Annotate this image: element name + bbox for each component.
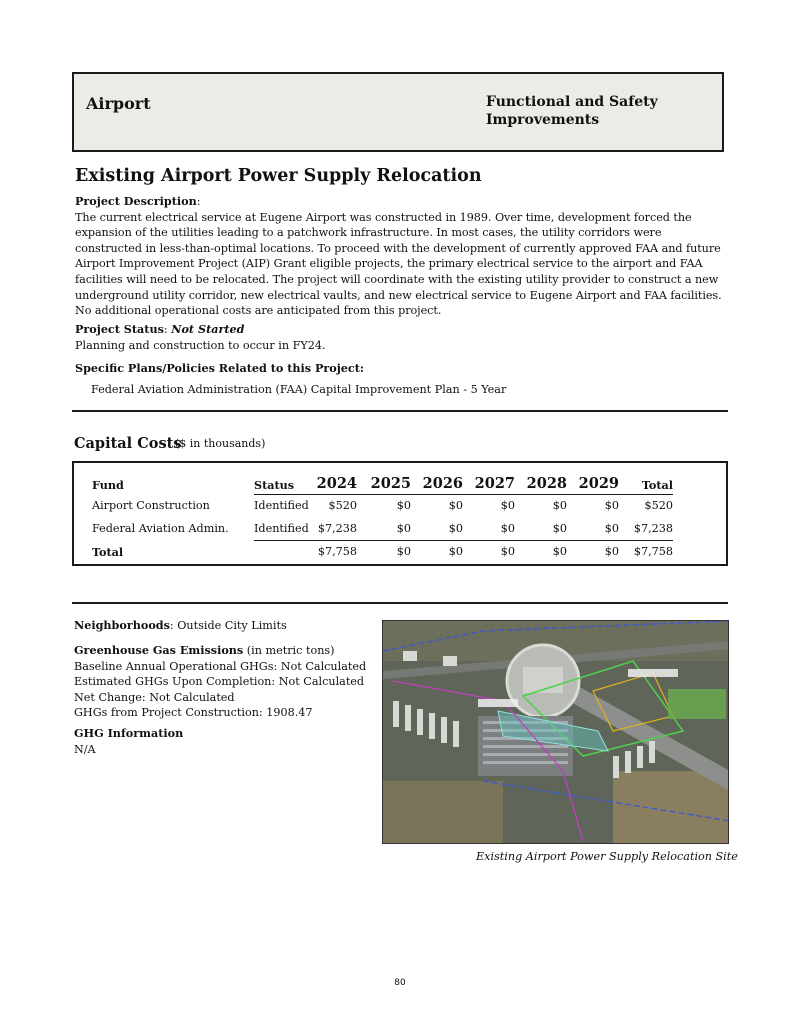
value-cell: $0 <box>500 499 515 513</box>
project-title: Existing Airport Power Supply Relocation <box>75 166 482 186</box>
ghg-info-value: N/A <box>74 742 96 756</box>
description-label: Project Description <box>75 194 197 208</box>
ghg-line: Net Change: Not Calculated <box>74 690 235 704</box>
total-cell: $7,758 <box>619 540 673 563</box>
status-value: Not Started <box>171 322 245 336</box>
value-cell: $0 <box>357 540 411 563</box>
value-cell: $0 <box>448 499 463 513</box>
table-row <box>92 494 673 517</box>
neighborhoods-value: Outside City Limits <box>177 619 287 632</box>
status-cell: Identified <box>254 521 309 535</box>
ghg-label: Greenhouse Gas Emissions <box>74 643 244 658</box>
value-cell: $0 <box>448 521 463 535</box>
year-header: 2024 <box>314 471 357 494</box>
value-cell: $0 <box>396 521 411 535</box>
status-note: Planning and construction to occur in FY24. <box>75 338 326 352</box>
status-header: Status <box>254 471 314 494</box>
table-row <box>92 517 673 540</box>
year-header: 2026 <box>411 471 463 494</box>
site-aerial-map <box>382 620 729 844</box>
table-header-row <box>92 471 673 494</box>
value-cell: $520 <box>328 499 357 513</box>
project-description: Project Description: The current electrical service at Eugene Airport was constructed in 1989. Over time, development forced the expansion of the utilities leading to a patchwork infrastructure. In most cases, the utility corridors were constructed in less-than-optimal locations. To proceed with the development of currently approved FAA and future Airport Improvement Project (AIP) Grant eligible projects, the primary electrical service to the airport and FAA facilities will need to be relocated. The project will coordinate with the existing utility provider to construct a new underground utility corridor, new electrical vaults, and new electrical service to Eugene Airport and FAA facilities. No additional operational costs are anticipated from this project. <box>75 194 722 318</box>
table-total-row <box>92 540 673 563</box>
status-label: Project Status <box>75 322 164 336</box>
program-title: Functional and Safety Improvements <box>486 94 658 128</box>
capital-costs-title: Capital Costs <box>74 435 182 452</box>
total-header: Total <box>619 471 673 494</box>
fund-header: Fund <box>92 478 124 492</box>
value-cell: $0 <box>604 499 619 513</box>
ghg-line: Baseline Annual Operational GHGs: Not Calculated <box>74 659 367 673</box>
value-cell: $7,758 <box>314 540 357 563</box>
map-caption: Existing Airport Power Supply Relocation Site <box>476 850 738 863</box>
neighborhoods-label: Neighborhoods <box>74 618 170 632</box>
value-cell: $0 <box>567 540 619 563</box>
page-number: 80 <box>394 978 406 988</box>
status-cell: Identified <box>254 499 309 513</box>
project-details: Neighborhoods: Outside City Limits Greenhouse Gas Emissions (in metric tons) Baseline Annual Operational GHGs: Not Calculated Estimated GHGs Upon Completion: Not Calculated Net Change: Not Calculated GHGs from Project Construction: 1908.47 GHG Information N/A <box>74 618 374 757</box>
value-cell: $0 <box>515 540 567 563</box>
plans-label: Specific Plans/Policies Related to this Project: <box>75 361 365 375</box>
value-cell: $0 <box>396 499 411 513</box>
header-box <box>72 72 724 152</box>
plans-item: Federal Aviation Administration (FAA) Capital Improvement Plan - 5 Year <box>91 383 507 396</box>
year-header: 2027 <box>463 471 515 494</box>
value-cell: $0 <box>411 540 463 563</box>
status-cell <box>254 540 314 563</box>
capital-costs-table <box>92 471 673 563</box>
ghg-info-label: GHG Information <box>74 726 184 741</box>
value-cell: $7,238 <box>317 521 357 535</box>
capital-costs-box <box>72 461 728 566</box>
year-header: 2029 <box>567 471 619 494</box>
category-title: Airport <box>86 94 151 113</box>
aerial-map-graphic <box>383 621 729 844</box>
value-cell: $0 <box>604 521 619 535</box>
ghg-line: Estimated GHGs Upon Completion: Not Calculated <box>74 675 365 689</box>
divider <box>72 602 728 604</box>
year-header: 2028 <box>515 471 567 494</box>
ghg-line: GHGs from Project Construction: 1908.47 <box>74 706 313 720</box>
value-cell: $0 <box>463 540 515 563</box>
total-label: Total <box>92 544 124 559</box>
value-cell: $0 <box>552 499 567 513</box>
fund-cell: Federal Aviation Admin. <box>92 522 229 535</box>
capital-costs-unit: ($ in thousands) <box>175 437 266 450</box>
ghg-unit: (in metric tons) <box>246 644 335 658</box>
fund-cell: Airport Construction <box>92 499 210 512</box>
project-status: Project Status: Not Started Planning and construction to occur in FY24. <box>75 322 326 352</box>
total-cell: $520 <box>644 499 673 513</box>
year-header: 2025 <box>357 471 411 494</box>
value-cell: $0 <box>500 521 515 535</box>
total-cell: $7,238 <box>633 521 673 535</box>
divider <box>72 410 728 412</box>
description-text: The current electrical service at Eugene Airport was constructed in 1989. Over time, development forced the expansion of the utilities leading to a patchwork infrastructure. In most cases, the utility corridors were constructed in less-than-optimal locations. To proceed with the development of currently approved FAA and future Airport Improvement Project (AIP) Grant eligible projects, the primary electrical service to the airport and FAA facilities will need to be relocated. The project will coordinate with the existing utility provider to construct a new underground utility corridor, new electrical vaults, and new electrical service to Eugene Airport and FAA facilities. No additional operational costs are anticipated from this project. <box>75 210 722 318</box>
value-cell: $0 <box>552 521 567 535</box>
